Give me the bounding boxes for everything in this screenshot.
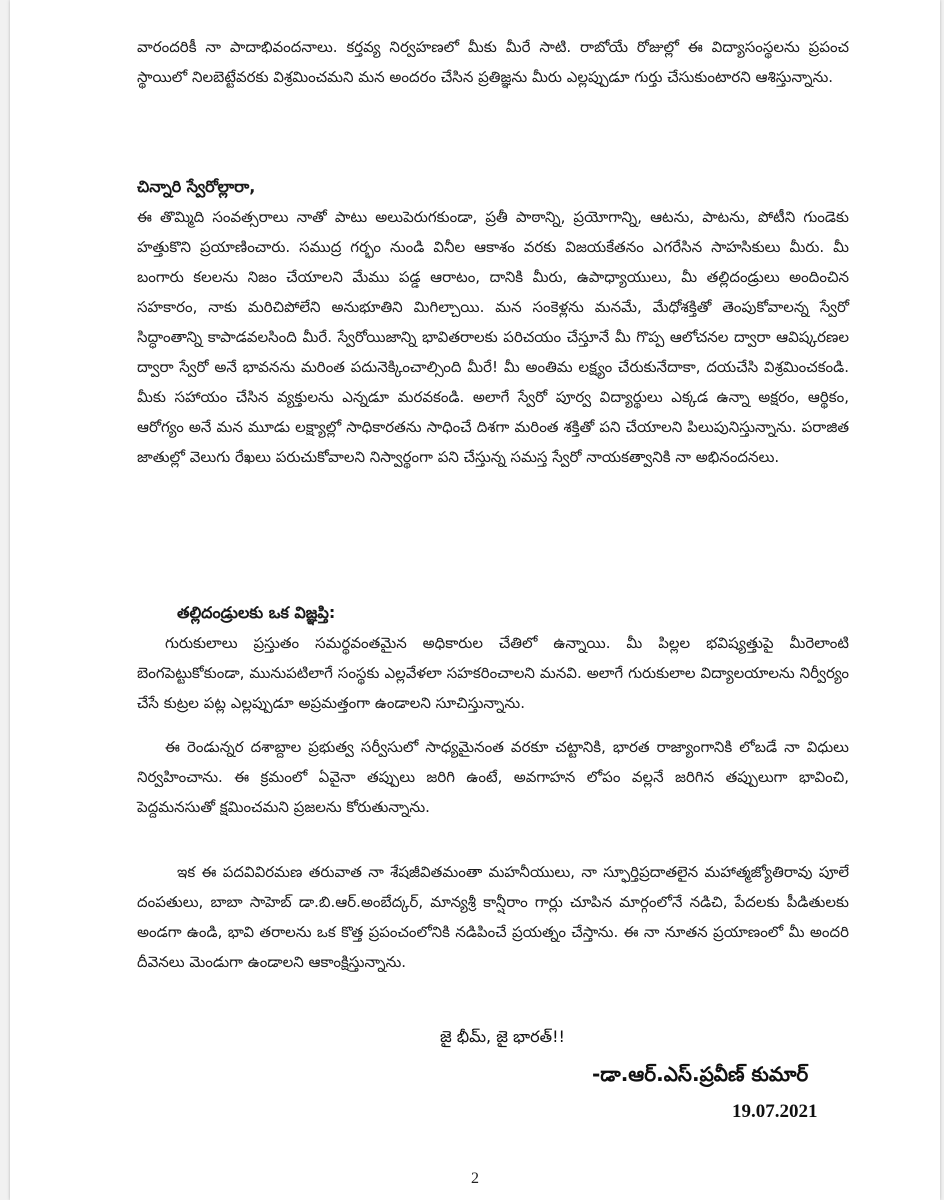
students-heading: చిన్నారి స్వేరోల్లారా,: [137, 177, 256, 196]
closing-paragraph: ఇక ఈ పదవివిరమణ తరువాత నా శేషజీవితమంతా మహనీయులు, నా స్ఫూర్తిప్రదాతలైన మహాత్మజ్యోతిరావు పూలే దంపతులు, బాబా సాహెబ్ డా.బి.ఆర్.అంబేద్కర్, మాన్యశ్రీ కాన్షీరాం గార్లు చూపిన మార్గంలోనే నడిచి, పేదలకు పీడితులకు అండగా ఉండి, భావి తరాలను ఒక కొత్త ప్రపంచంలోనికి నడిపించే ప్రయత్నం చేస్తాను. ఈ నా నూతన ప్రయాణంలో మీ అందరి దీవెనలు మెండుగా ఉండాలని ఆకాంక్షిస్తున్నాను.: [137, 863, 849, 971]
parents-heading: తల్లిదండ్రులకు ఒక విజ్ఞప్తి:: [177, 603, 336, 622]
parents-paragraph-1: గురుకులాలు ప్రస్తుతం సమర్థవంతమైన అధికారుల చేతిలో ఉన్నాయి. మీ పిల్లల భవిష్యత్తుపై మీరెలాంటి బెంగపెట్టుకోకుండా, మునుపటిలాగే సంస్థకు ఎల్లవేళలా సహకరించాలని మనవి. అలాగే గురుకులాల విద్యాలయాలను నిర్వీర్యం చేసే కుట్రల పట్ల ఎల్లప్పుడూ అప్రమత్తంగా ఉండాలని సూచిస్తున్నాను.: [137, 634, 849, 712]
intro-paragraph: వారందరికీ నా పాదాభివందనాలు. కర్తవ్య నిర్వహణలో మీకు మీరే సాటి. రాబోయే రోజుల్లో ఈ విద్యాసంస్థలను ప్రపంచ స్థాయిలో నిలబెట్టేవరకు విశ్రమించమని మన అందరం చేసిన ప్రతిజ్ఞను మీరు ఎల్లప్పుడూ గుర్తు చేసుకుంటారని ఆశిస్తున్నాను.: [137, 38, 849, 86]
page-number: 2: [471, 1170, 479, 1187]
parents-paragraph-2: ఈ రెండున్నర దశాబ్దాల ప్రభుత్వ సర్వీసులో సాధ్యమైనంత వరకూ చట్టానికి, భారత రాజ్యాంగానికి లోబడే నా విధులు నిర్వహించాను. ఈ క్రమంలో ఏవైనా తప్పులు జరిగి ఉంటే, అవగాహన లోపం వల్లనే జరిగిన తప్పులుగా భావించి, పెద్దమనసుతో క్షమించమని ప్రజలను కోరుతున్నాను.: [137, 738, 849, 816]
letter-date: 19.07.2021: [732, 1101, 818, 1122]
document-page: [10, 0, 940, 1200]
signature: -డా.ఆర్.ఎస్.ప్రవీణ్ కుమార్: [592, 1062, 809, 1086]
students-paragraph: ఈ తొమ్మిది సంవత్సరాలు నాతో పాటు అలుపెరుగకుండా, ప్రతీ పాఠాన్ని, ప్రయోగాన్ని, ఆటను, పాటను, పోటీని గుండెకు హత్తుకొని ప్రయాణించారు. సముద్ర గర్భం నుండి వినీల ఆకాశం వరకు విజయకేతనం ఎగరేసిన సాహసికులు మీరు. మీ బంగారు కలలను నిజం చేయాలని మేము పడ్డ ఆరాటం, దానికి మీరు, ఉపాధ్యాయులు, మీ తల్లిదండ్రులు అందించిన సహకారం, నాకు మరిచిపోలేని అనుభూతిని మిగిల్చాయి. మన సంకెళ్లను మనమే, మేధోశక్తితో తెంపుకోవాలన్న స్వేరో సిద్ధాంతాన్ని కాపాడవలసింది మీరే. స్వేరోయిజాన్ని భావితరాలకు పరిచయం చేస్తూనే మీ గొప్ప ఆలోచనల ద్వారా ఆవిష్కరణల ద్వారా స్వేరో అనే భావనను మరింత పదునెక్కించాల్సింది మీరే! మీ అంతిమ లక్ష్యం చేరుకునేదాకా, దయచేసి విశ్రమించకండి. మీకు సహాయం చేసిన వ్యక్తులను ఎన్నడూ మరవకండి. అలాగే స్వేరో పూర్వ విద్యార్థులు ఎక్కడ ఉన్నా అక్షరం, ఆర్థికం, ఆరోగ్యం అనే మన మూడు లక్ష్యాల్లో సాధికారతను సాధించే దిశగా మరింత శక్తితో పని చేయాలని పిలుపునిస్తున్నాను. పరాజిత జాతుల్లో వెలుగు రేఖలు పరుచుకోవాలని నిస్వార్థంగా పని చేస్తున్న సమస్త స్వేరో నాయకత్వానికి నా అభినందనలు.: [137, 208, 849, 466]
salutation: జై భీమ్, జై భారత్!!: [440, 1027, 565, 1046]
